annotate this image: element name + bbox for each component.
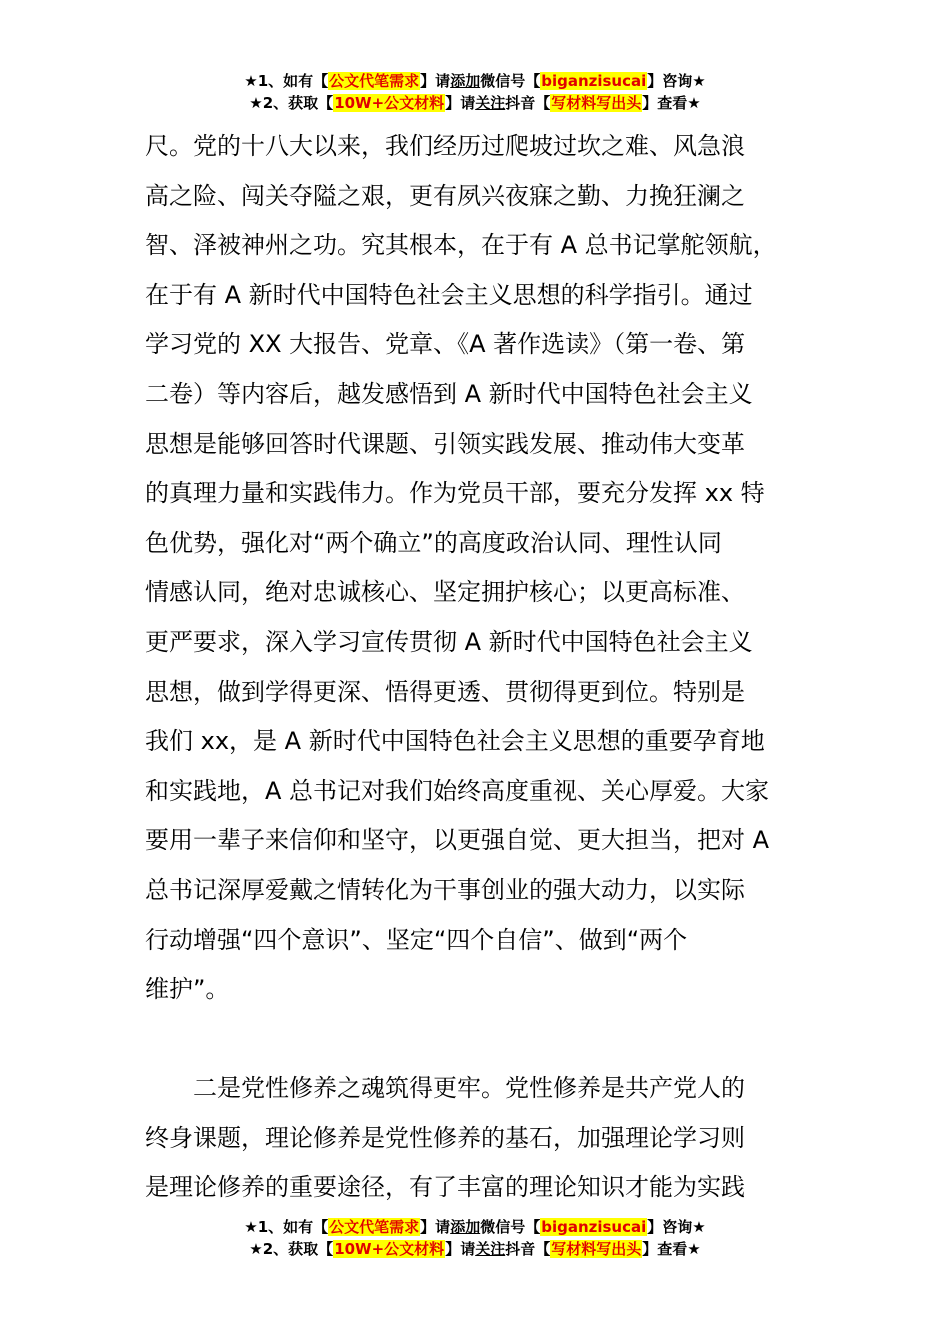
banner-highlight: 写材料写出头 xyxy=(551,94,642,112)
banner-text: ★1、如有【 xyxy=(244,1218,329,1236)
banner-text: 】咨询★ xyxy=(647,72,706,90)
banner-text: 】查看★ xyxy=(642,94,701,112)
paragraph-2 xyxy=(145,1064,815,1213)
footer-banner xyxy=(0,1216,950,1260)
text-line: 的真理力量和实践伟力。作为党员干部，要充分发挥 xx 特 xyxy=(145,479,765,508)
banner-line-1 xyxy=(0,70,950,92)
banner-highlight: 公文代笔需求 xyxy=(329,72,420,90)
banner-highlight: 10W+公文材料 xyxy=(334,94,445,112)
text-line: 和实践地，A 总书记对我们始终高度重视、关心厚爱。大家 xyxy=(145,776,770,805)
banner-highlight: biganzisucai xyxy=(541,1218,647,1236)
banner-text: 抖音【 xyxy=(505,1240,551,1258)
banner-highlight: 10W+公文材料 xyxy=(334,1240,445,1258)
banner-text: 】查看★ xyxy=(642,1240,701,1258)
banner-highlight: 公文代笔需求 xyxy=(329,1218,420,1236)
text-line: 行动增强“四个意识”、坚定“四个自信”、做到“两个 xyxy=(145,925,688,954)
banner-emphasis: 关注 xyxy=(475,1240,506,1258)
banner-emphasis: 添加 xyxy=(450,72,481,90)
text-line: 二是党性修养之魂筑得更牢。党性修养是共产党人的 xyxy=(193,1074,745,1103)
text-line: 在于有 A 新时代中国特色社会主义思想的科学指引。通过 xyxy=(145,280,753,309)
banner-text: ★2、获取【 xyxy=(249,94,334,112)
paragraph-spacer xyxy=(145,1015,815,1065)
banner-line-2 xyxy=(0,1238,950,1260)
text-line: 是理论修养的重要途径，有了丰富的理论知识才能为实践 xyxy=(145,1173,745,1202)
text-line: 高之险、闯关夺隘之艰，更有夙兴夜寐之勤、力挽狂澜之 xyxy=(145,181,745,210)
text-line: 要用一辈子来信仰和坚守，以更强自觉、更大担当，把对 A xyxy=(145,826,770,855)
banner-text: 】咨询★ xyxy=(647,1218,706,1236)
banner-line-2 xyxy=(0,92,950,114)
text-line: 终身课题，理论修养是党性修养的基石，加强理论学习则 xyxy=(145,1123,745,1152)
text-line: 我们 xx，是 A 新时代中国特色社会主义思想的重要孕育地 xyxy=(145,727,765,756)
banner-highlight: 写材料写出头 xyxy=(551,1240,642,1258)
text-line: 更严要求，深入学习宣传贯彻 A 新时代中国特色社会主义 xyxy=(145,627,753,656)
banner-text: 抖音【 xyxy=(505,94,551,112)
text-line: 二卷）等内容后，越发感悟到 A 新时代中国特色社会主义 xyxy=(145,379,753,408)
text-line: 思想是能够回答时代课题、引领实践发展、推动伟大变革 xyxy=(145,429,745,458)
text-line: 情感认同，绝对忠诚核心、坚定拥护核心；以更高标准、 xyxy=(145,578,745,607)
text-line: 维护”。 xyxy=(145,975,230,1004)
banner-highlight: biganzisucai xyxy=(541,72,647,90)
banner-text: 】请 xyxy=(420,72,451,90)
text-line: 色优势，强化对“两个确立”的高度政治认同、理性认同 xyxy=(145,528,722,557)
paragraph-1 xyxy=(145,122,815,1015)
banner-line-1 xyxy=(0,1216,950,1238)
banner-emphasis: 关注 xyxy=(475,94,506,112)
banner-text: 微信号【 xyxy=(480,1218,541,1236)
banner-text: 】请 xyxy=(420,1218,451,1236)
banner-text: ★1、如有【 xyxy=(244,72,329,90)
text-line: 思想，做到学得更深、悟得更透、贯彻得更到位。特别是 xyxy=(145,677,745,706)
banner-text: ★2、获取【 xyxy=(249,1240,334,1258)
banner-text: 微信号【 xyxy=(480,72,541,90)
document-body xyxy=(145,122,815,1213)
header-banner xyxy=(0,70,950,114)
text-line: 学习党的 XX 大报告、党章、《A 著作选读》（第一卷、第 xyxy=(145,330,746,359)
text-line: 智、泽被神州之功。究其根本，在于有 A 总书记掌舵领航， xyxy=(145,231,777,260)
banner-emphasis: 添加 xyxy=(450,1218,481,1236)
text-line: 总书记深厚爱戴之情转化为干事创业的强大动力，以实际 xyxy=(145,875,745,904)
banner-text: 】请 xyxy=(445,1240,476,1258)
banner-text: 】请 xyxy=(445,94,476,112)
text-line: 尺。党的十八大以来，我们经历过爬坡过坎之难、风急浪 xyxy=(145,132,745,160)
